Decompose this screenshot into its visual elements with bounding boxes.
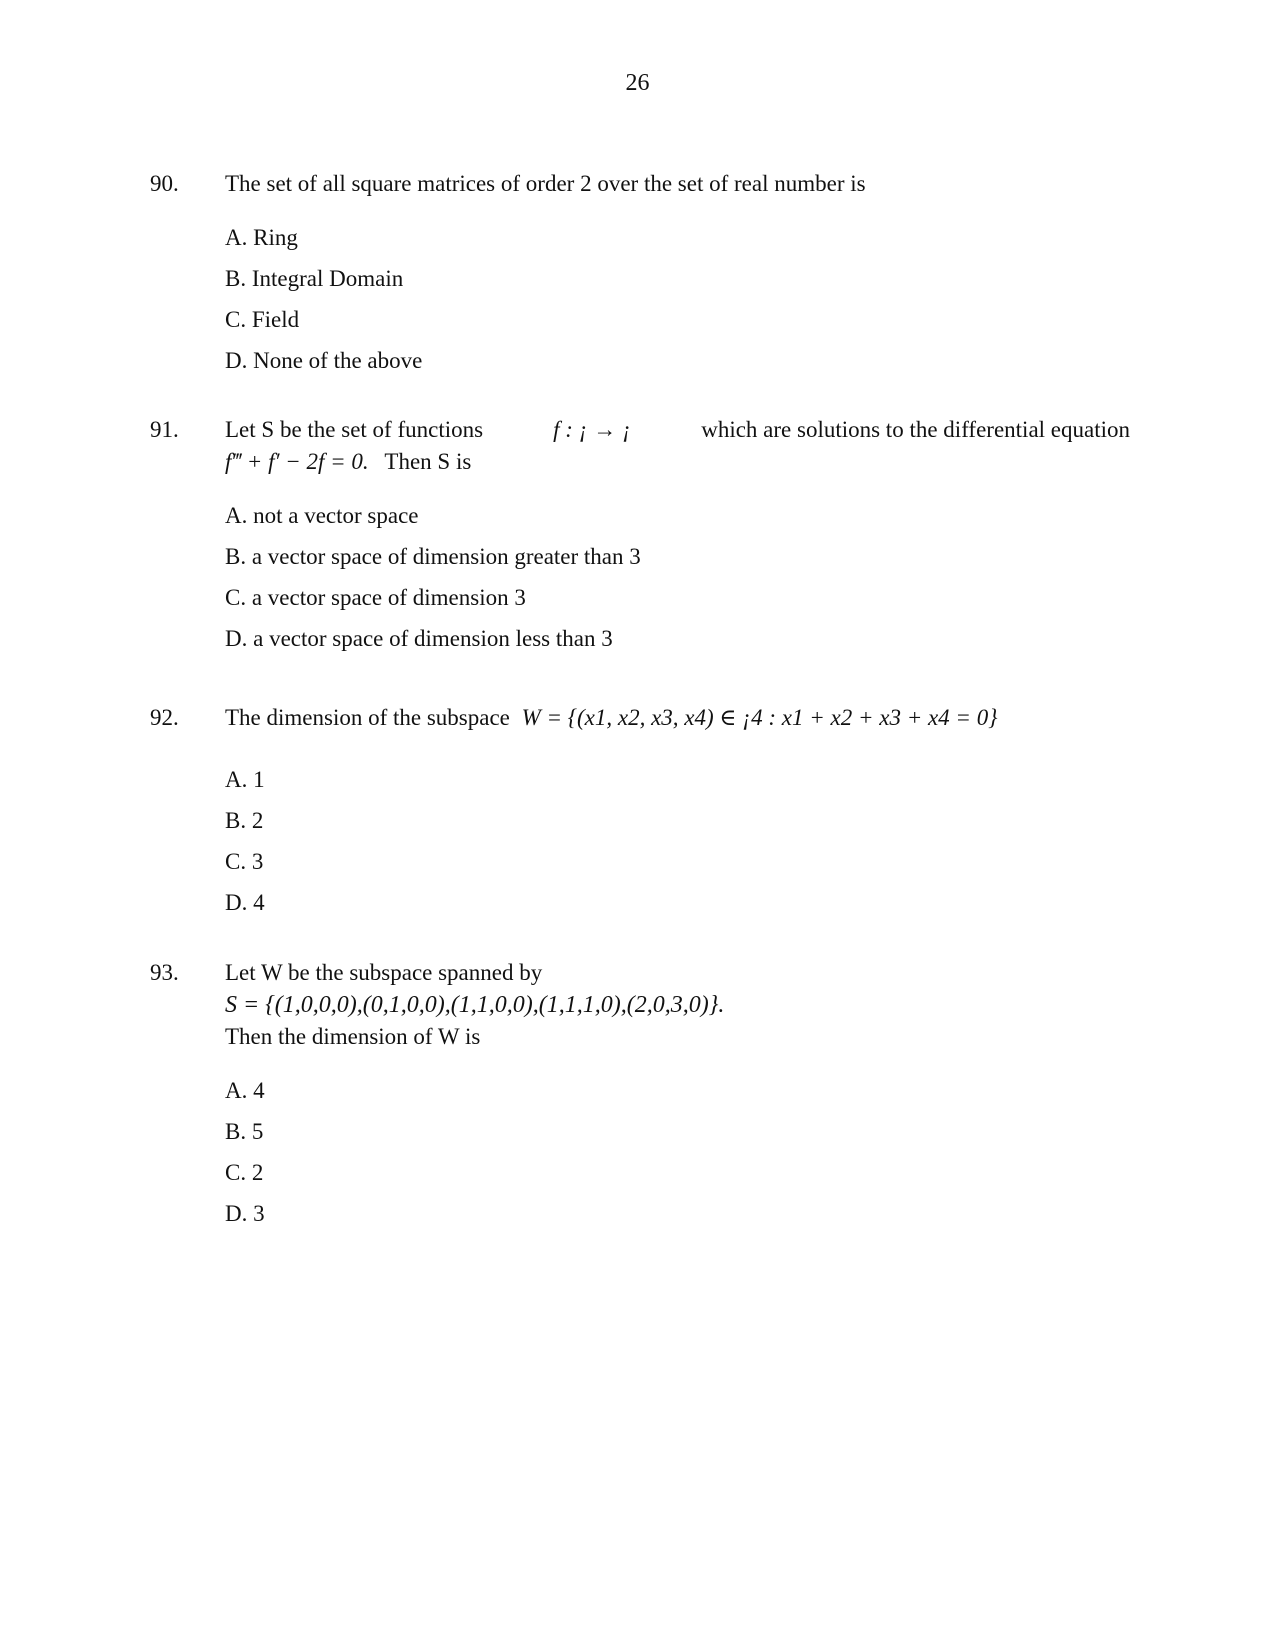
option-d[interactable]: D. a vector space of dimension less than 3 [225, 626, 613, 651]
question-number: 90. [150, 171, 179, 196]
question-92 [150, 702, 1130, 928]
stem-line-1: Let W be the subspace spanned by [225, 960, 543, 985]
option-b[interactable]: B. 2 [225, 808, 264, 833]
stem-start: Let S be the set of functions [225, 417, 484, 442]
options-list [225, 222, 1130, 386]
subspace-set-expression: W = {(x1, x2, x3, x4) ∈ ¡4 : x1 + x2 + x3 + x4 = 0} [521, 705, 998, 730]
question-stem: The set of all square matrices of order 2 over the set of real number is [225, 171, 866, 196]
option-b[interactable]: B. a vector space of dimension greater than 3 [225, 544, 641, 569]
question-90 [150, 168, 1130, 386]
option-c[interactable]: C. a vector space of dimension 3 [225, 585, 526, 610]
stem-text: The dimension of the subspace [225, 705, 510, 730]
equation-line [225, 446, 1130, 478]
stem-end: Then S is [384, 449, 472, 474]
function-notation: f : ¡ → ¡ [553, 417, 632, 442]
option-d[interactable]: D. 3 [225, 1201, 265, 1226]
option-a[interactable]: A. Ring [225, 225, 298, 250]
stem-mid: which are solutions to the differential equation [701, 417, 1130, 442]
question-number: 91. [150, 417, 179, 442]
question-stem [225, 702, 1130, 734]
options-list [225, 764, 1130, 928]
differential-equation: f‴ + f′ − 2f = 0. [225, 449, 369, 474]
option-d[interactable]: D. 4 [225, 890, 265, 915]
options-list [225, 500, 1130, 664]
option-a[interactable]: A. not a vector space [225, 503, 419, 528]
stem-line-3: Then the dimension of W is [225, 1024, 481, 1049]
option-c[interactable]: C. Field [225, 307, 300, 332]
option-b[interactable]: B. Integral Domain [225, 266, 404, 291]
option-a[interactable]: A. 4 [225, 1078, 265, 1103]
question-91 [150, 414, 1130, 664]
options-list [225, 1075, 1130, 1239]
question-number: 93. [150, 960, 179, 985]
option-c[interactable]: C. 3 [225, 849, 264, 874]
question-93 [150, 957, 1130, 1239]
option-d[interactable]: D. None of the above [225, 348, 423, 373]
option-a[interactable]: A. 1 [225, 767, 265, 792]
question-number: 92. [150, 705, 179, 730]
spanning-set-expression: S = {(1,0,0,0),(0,1,0,0),(1,1,0,0),(1,1,1,0),(2,0,3,0)}. [225, 992, 725, 1018]
option-b[interactable]: B. 5 [225, 1119, 264, 1144]
page-number: 26 [625, 70, 650, 96]
option-c[interactable]: C. 2 [225, 1160, 264, 1185]
question-stem [225, 414, 1130, 446]
